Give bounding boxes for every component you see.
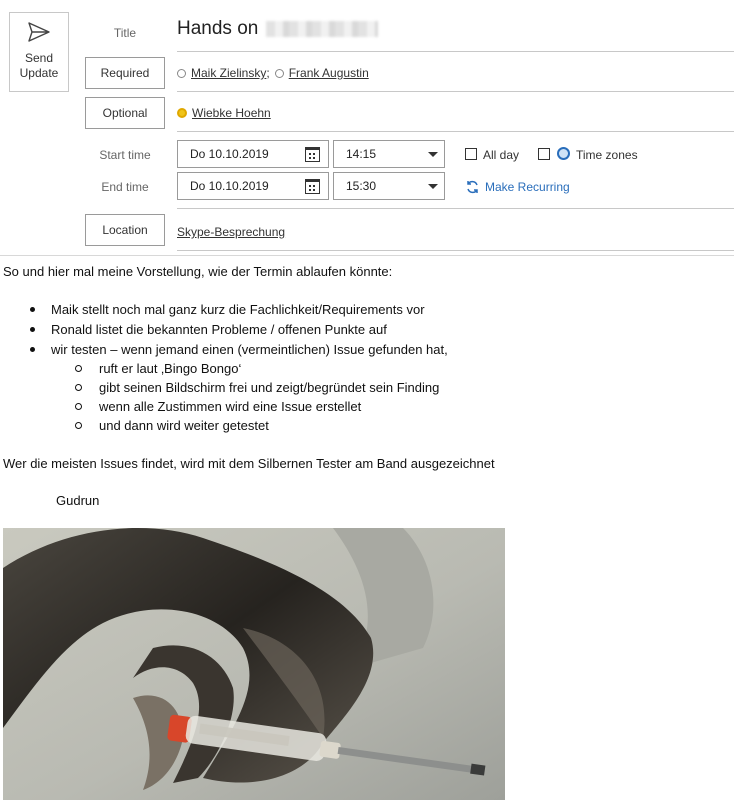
calendar-icon[interactable] xyxy=(305,147,320,162)
time-zones-checkbox[interactable] xyxy=(538,148,550,160)
all-day-checkbox[interactable] xyxy=(465,148,477,160)
time-zones-label: Time zones xyxy=(576,148,638,162)
start-date-value: Do 10.10.2019 xyxy=(190,147,269,161)
make-recurring-label: Make Recurring xyxy=(485,180,570,194)
time-underline xyxy=(177,208,734,209)
presence-away-icon xyxy=(177,108,187,118)
optional-underline xyxy=(177,131,734,132)
required-underline xyxy=(177,91,734,92)
location-input[interactable]: Skype-Besprechung xyxy=(177,225,286,239)
globe-icon xyxy=(557,147,570,160)
title-label: Title xyxy=(113,26,137,40)
sub-list-item: und dann wird weiter getestet xyxy=(99,418,269,433)
start-time-label: Start time xyxy=(99,148,151,162)
end-date-value: Do 10.10.2019 xyxy=(190,179,269,193)
title-value: Hands on xyxy=(177,18,259,39)
attendee-frank[interactable]: Frank Augustin xyxy=(288,66,369,80)
required-attendees[interactable] xyxy=(177,66,369,80)
message-body[interactable] xyxy=(0,255,734,256)
title-input[interactable] xyxy=(177,18,378,40)
signature: Gudrun xyxy=(56,493,100,508)
make-recurring-button[interactable] xyxy=(465,180,570,194)
chevron-down-icon xyxy=(428,184,438,189)
location-button[interactable]: Location xyxy=(85,214,165,246)
end-time-value: 15:30 xyxy=(346,179,377,193)
send-update-label: Send Update xyxy=(19,51,59,80)
sub-list-item: gibt seinen Bildschirm frei und zeigt/begründet sein Finding xyxy=(99,380,440,395)
body-intro: So und hier mal meine Vorstellung, wie der Termin ablaufen könnte: xyxy=(3,264,393,279)
body-closing: Wer die meisten Issues findet, wird mit dem Silbernen Tester am Band ausgezeichnet xyxy=(3,456,495,471)
sub-list-item: wenn alle Zustimmen wird eine Issue erstellet xyxy=(99,399,362,414)
redacted-title-part xyxy=(266,21,378,37)
end-date-picker[interactable] xyxy=(177,172,329,200)
list-item: Ronald listet die bekannten Probleme / offenen Punkte auf xyxy=(51,322,387,337)
required-button[interactable]: Required xyxy=(85,57,165,89)
list-item: Maik stellt noch mal ganz kurz die Fachlichkeit/Requirements vor xyxy=(51,302,425,317)
title-underline xyxy=(177,51,734,52)
sub-list-item: ruft er laut ‚Bingo Bongo‘ xyxy=(99,361,242,376)
end-time-label: End time xyxy=(101,180,149,194)
presence-unknown-icon xyxy=(275,69,284,78)
all-day-label: All day xyxy=(483,148,520,162)
optional-button[interactable]: Optional xyxy=(85,97,165,129)
calendar-icon[interactable] xyxy=(305,179,320,194)
send-icon xyxy=(27,21,51,43)
recurring-icon xyxy=(465,180,480,194)
attendee-separator: ; xyxy=(266,66,270,80)
location-underline xyxy=(177,250,734,251)
end-time-select[interactable] xyxy=(333,172,445,200)
chevron-down-icon xyxy=(428,152,438,157)
start-time-select[interactable] xyxy=(333,140,445,168)
attendee-maik[interactable]: Maik Zielinsky xyxy=(191,66,267,80)
photo-screwdriver-on-ribbon xyxy=(3,528,505,800)
presence-unknown-icon xyxy=(177,69,186,78)
send-update-button[interactable] xyxy=(9,12,69,92)
optional-attendees[interactable] xyxy=(177,106,271,120)
start-date-picker[interactable] xyxy=(177,140,329,168)
list-item: wir testen – wenn jemand einen (vermeintlichen) Issue gefunden hat, xyxy=(51,342,448,357)
attendee-wiebke[interactable]: Wiebke Hoehn xyxy=(192,106,271,120)
start-time-value: 14:15 xyxy=(346,147,377,161)
